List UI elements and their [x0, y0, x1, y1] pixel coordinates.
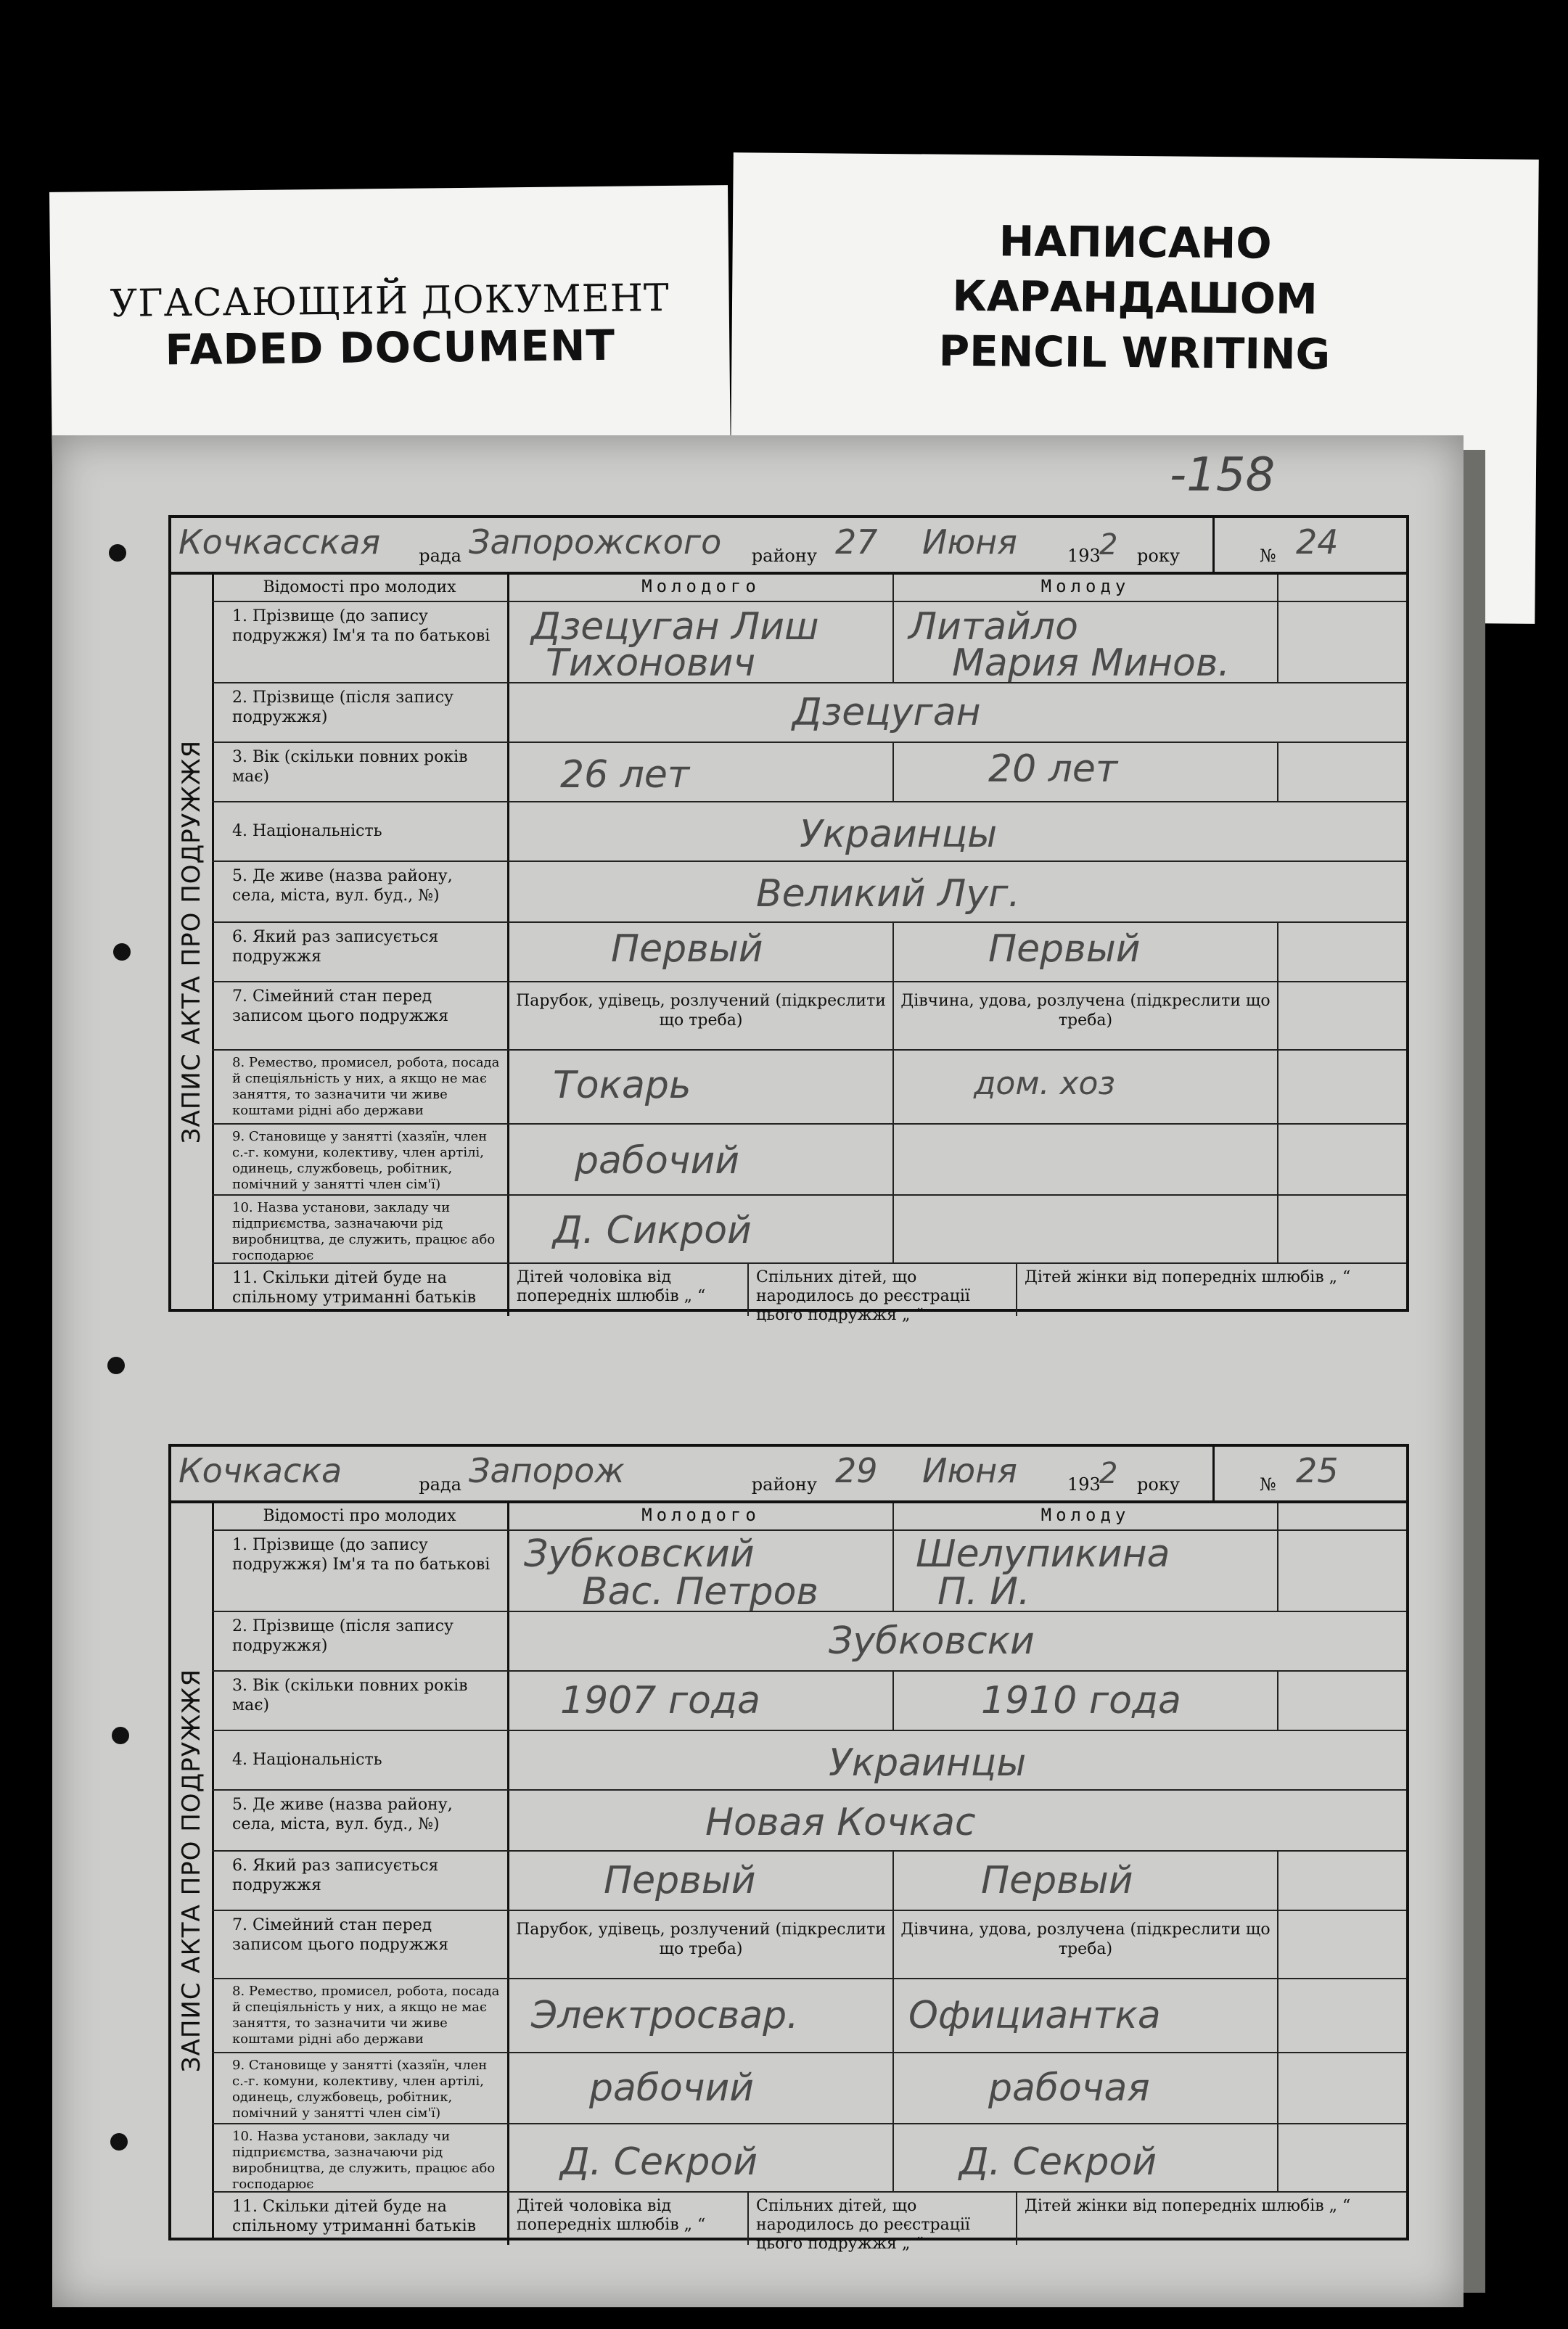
row-age — [212, 742, 1406, 802]
residence: Великий Луг. — [756, 872, 1020, 916]
col-bride-header: Молоду — [894, 1503, 1278, 1529]
row-label: 6. Який раз записується подружжя — [212, 923, 509, 982]
row-workplace — [212, 1194, 1406, 1264]
row-workplace — [212, 2123, 1406, 2193]
row-label: 9. Становище у занятті (хазяїн, член с.-г. комуни, колективу, член артілі, одинець, службовець, робітник, помічний у занятті член сім'ї) — [212, 2053, 509, 2124]
date-month: Июня — [922, 522, 1017, 562]
nationality: Украинцы — [829, 1741, 1027, 1785]
bride-occupation: дом. хоз — [974, 1065, 1115, 1102]
row-label: 8. Ремество, промисел, робота, посада й спеціяльність у них, а якщо не має заняття, то зазначити чи живе коштами рідні або держави — [212, 1051, 509, 1125]
row-occupation — [212, 1978, 1406, 2053]
row-label: 11. Скільки дітей буде на спільному утриманні батьків — [212, 2193, 509, 2245]
row-position — [212, 1123, 1406, 1196]
raion-label: району — [751, 546, 817, 566]
row-label: 8. Ремество, промисел, робота, посада й спеціяльність у них, а якщо не має заняття, то зазначити чи живе коштами рідні або держави — [212, 1979, 509, 2053]
row-age — [212, 1670, 1406, 1731]
groom-position: рабочий — [575, 1139, 740, 1183]
groom-occupation: Токарь — [553, 1064, 691, 1107]
number-sign: № — [1260, 1474, 1276, 1495]
row-marital-status — [212, 1910, 1406, 1979]
year-digit: 2 — [1099, 528, 1118, 562]
council-name: Кочкасская — [178, 522, 381, 562]
row-label: 7. Сімейний стан перед записом цього подружжя — [212, 1911, 509, 1979]
row-label: 9. Становище у занятті (хазяїн, член с.-г. комуни, колективу, член артілі, одинець, службовець, робітник, помічний у занятті член сім'ї) — [212, 1125, 509, 1196]
date-month: Июня — [922, 1451, 1017, 1490]
page-stack-edge — [1464, 450, 1485, 2293]
row-marriage-count — [212, 921, 1406, 982]
row-label: 5. Де живе (назва району, села, міста, вул. буд., №) — [212, 1791, 509, 1852]
punch-hole — [113, 943, 131, 961]
council-name: Кочкаска — [178, 1451, 342, 1490]
bride-marital-options: Дівчина, удова, розлучена (підкреслити що треба) — [900, 1921, 1271, 1958]
groom-position: рабочий — [589, 2066, 755, 2110]
bride-marriage-count: Первый — [981, 1859, 1133, 1902]
record-header — [168, 515, 1409, 572]
bride-position: рабочая — [988, 2066, 1150, 2110]
bride-workplace: Д. Секрой — [959, 2140, 1157, 2184]
district-name: Запорож — [469, 1451, 625, 1490]
bride-name-line2: Мария Минов. — [952, 641, 1230, 685]
row-residence — [212, 1789, 1406, 1852]
bride-name-line1: Литайло — [908, 605, 1078, 649]
groom-name-line2: Вас. Петров — [582, 1570, 819, 1614]
groom-marital-options: Парубок, удівець, розлучений (підкреслити що треба) — [516, 1921, 886, 1958]
groom-workplace: Д. Секрой — [560, 2140, 758, 2184]
groom-age: 26 лет — [560, 753, 690, 797]
bride-age: 20 лет — [988, 747, 1118, 791]
pencil-label-line1: НАПИСАНО — [998, 216, 1272, 268]
faded-label-en: FADED DOCUMENT — [165, 320, 616, 375]
row-children — [212, 1262, 1406, 1324]
col-groom-header: Молодого — [509, 1503, 894, 1529]
side-title: ЗАПИС АКТА ПРО ПОДРУЖЖЯ — [177, 1668, 206, 2073]
year-digit: 2 — [1099, 1457, 1118, 1490]
row-name — [212, 1529, 1406, 1612]
kids-groom: Дітей чоловіка від попередніх шлюбів „ “ — [509, 1264, 749, 1316]
bride-age: 1910 года — [981, 1679, 1181, 1722]
bride-occupation: Официантка — [908, 1994, 1161, 2037]
row-position — [212, 2052, 1406, 2124]
row-label: 10. Назва установи, закладу чи підприємства, зазначаючи рід виробництва, де служить, працює або господарює — [212, 1196, 509, 1264]
number-sign: № — [1260, 546, 1276, 566]
faded-document-label — [49, 185, 731, 468]
row-label: 2. Прізвище (після запису подружжя) — [212, 683, 509, 743]
date-day: 27 — [835, 522, 878, 562]
record-table — [168, 572, 1409, 1324]
record-number: 24 — [1296, 522, 1339, 562]
year-prefix: 193 — [1067, 1474, 1101, 1495]
marriage-record-2 — [168, 1444, 1409, 2253]
bride-marital-options: Дівчина, удова, розлучена (підкреслити що треба) — [900, 992, 1271, 1030]
row-surname-after — [212, 682, 1406, 743]
marriage-record-1 — [168, 515, 1409, 1324]
groom-workplace: Д. Сикрой — [553, 1209, 752, 1252]
row-residence — [212, 860, 1406, 923]
row-label: 4. Національність — [212, 802, 509, 862]
row-name — [212, 601, 1406, 683]
groom-marital-options: Парубок, удівець, розлучений (підкреслити що треба) — [516, 992, 886, 1030]
rada-label: рада — [419, 1474, 461, 1495]
kids-groom: Дітей чоловіка від попередніх шлюбів „ “ — [509, 2193, 749, 2245]
col-groom-header: Молодого — [509, 575, 894, 601]
record-header — [168, 1444, 1409, 1500]
row-nationality — [212, 801, 1406, 862]
pencil-label-line3: PENCIL WRITING — [938, 326, 1331, 379]
row-label: 5. Де живе (назва району, села, міста, вул. буд., №) — [212, 862, 509, 923]
row-label: 3. Вік (скільки повних років має) — [212, 743, 509, 802]
row-label: 6. Який раз записується подружжя — [212, 1852, 509, 1911]
groom-name-line1: Зубковский — [524, 1532, 755, 1576]
row-label: 7. Сімейний стан перед записом цього подружжя — [212, 982, 509, 1051]
row-label: 3. Вік (скільки повних років має) — [212, 1672, 509, 1731]
kids-bride: Дітей жінки від попередніх шлюбів „ “ — [1025, 2197, 1351, 2215]
row-label: 2. Прізвище (після запису подружжя) — [212, 1612, 509, 1672]
kids-bride: Дітей жінки від попередніх шлюбів „ “ — [1025, 1268, 1351, 1286]
kids-common: Спільних дітей, що народилось до реєстрації цього подружжя „ “ — [749, 1264, 1017, 1316]
year-suffix: року — [1137, 1474, 1180, 1495]
row-marital-status — [212, 981, 1406, 1051]
groom-occupation: Электросвар. — [531, 1994, 799, 2037]
district-name: Запорожского — [469, 522, 722, 562]
row-surname-after — [212, 1611, 1406, 1672]
row-children — [212, 2191, 1406, 2253]
row-occupation — [212, 1049, 1406, 1125]
row-label: 4. Національність — [212, 1731, 509, 1791]
row-nationality — [212, 1730, 1406, 1791]
register-page — [52, 435, 1464, 2307]
punch-hole — [112, 1727, 129, 1744]
groom-name-line1: Дзецуган Лиш — [531, 605, 819, 649]
punch-hole — [109, 544, 126, 562]
surname-after: Дзецуган — [792, 691, 981, 734]
col-info-header: Відомості про молодих — [212, 575, 509, 601]
groom-name-line2: Тихонович — [546, 641, 756, 685]
row-label: 1. Прізвище (до запису подружжя) Ім'я та по батькові — [212, 1531, 509, 1612]
faded-label-ru: УГАСАЮЩИЙ ДОКУМЕНТ — [110, 276, 670, 326]
groom-marriage-count: Первый — [604, 1859, 756, 1902]
row-label: 10. Назва установи, закладу чи підприємства, зазначаючи рід виробництва, де служить, працює або господарює — [212, 2124, 509, 2193]
year-suffix: року — [1137, 546, 1180, 566]
punch-hole — [110, 2133, 128, 2151]
bride-name-line2: П. И. — [937, 1570, 1030, 1614]
record-number: 25 — [1296, 1451, 1339, 1490]
groom-age: 1907 года — [560, 1679, 760, 1722]
pencil-label-line2: КАРАНДАШОМ — [952, 271, 1318, 324]
rada-label: рада — [419, 546, 461, 566]
bride-name-line1: Шелупикина — [916, 1532, 1170, 1576]
kids-common: Спільних дітей, що народилось до реєстрації цього подружжя „ “ — [749, 2193, 1017, 2245]
col-bride-header: Молоду — [894, 575, 1278, 601]
col-info-header: Відомості про молодих — [212, 1503, 509, 1529]
year-prefix: 193 — [1067, 546, 1101, 566]
nationality: Украинцы — [800, 813, 998, 856]
row-label: 11. Скільки дітей буде на спільному утриманні батьків — [212, 1264, 509, 1316]
record-table — [168, 1500, 1409, 2253]
residence: Новая Кочкас — [705, 1801, 976, 1844]
date-day: 29 — [835, 1451, 878, 1490]
page-number: -158 — [1170, 448, 1276, 502]
groom-marriage-count: Первый — [611, 927, 763, 971]
punch-hole — [107, 1357, 125, 1374]
side-title: ЗАПИС АКТА ПРО ПОДРУЖЖЯ — [177, 739, 206, 1144]
row-label: 1. Прізвище (до запису подружжя) Ім'я та по батькові — [212, 602, 509, 683]
surname-after: Зубковски — [829, 1619, 1035, 1663]
bride-marriage-count: Первый — [988, 927, 1141, 971]
row-marriage-count — [212, 1850, 1406, 1911]
raion-label: району — [751, 1474, 817, 1495]
